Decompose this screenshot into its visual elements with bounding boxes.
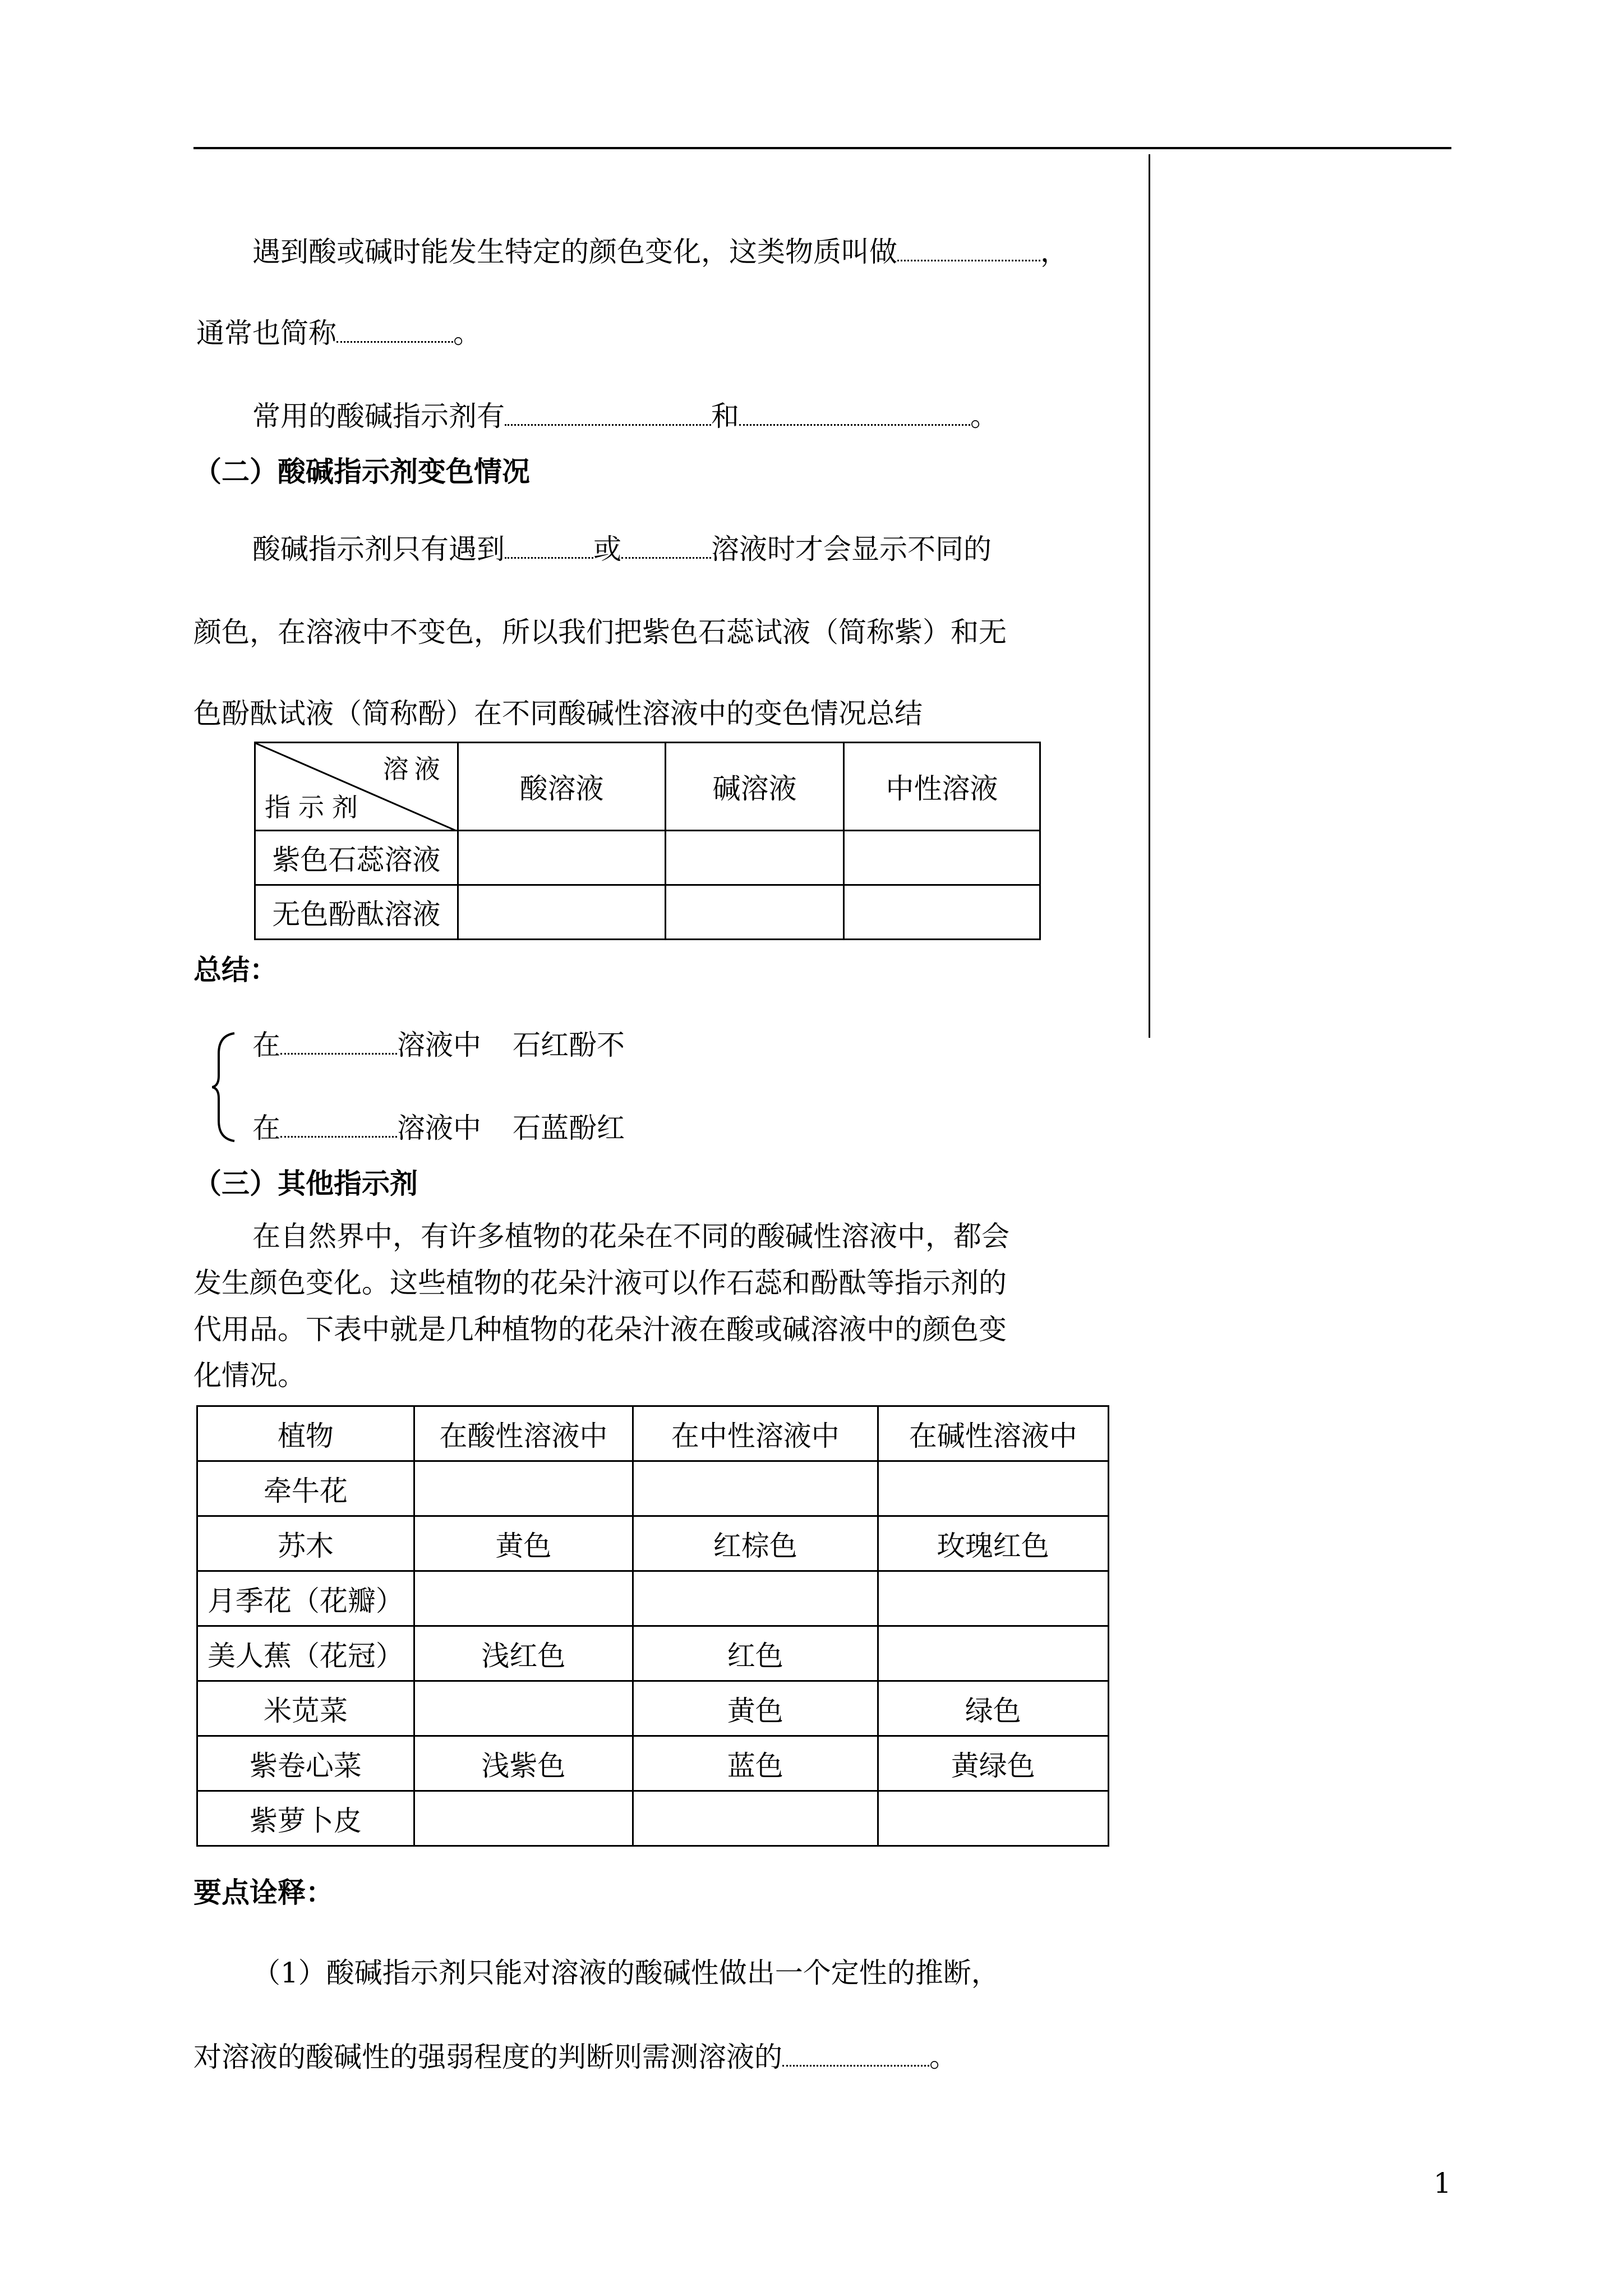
table-cell: 黄绿色 (878, 1736, 1108, 1791)
intro-line-1: 遇到酸或碱时能发生特定的颜色变化，这类物质叫做 ， (252, 234, 1068, 270)
header-basic: 在碱性溶液中 (878, 1406, 1108, 1461)
table-cell[interactable] (633, 1461, 878, 1516)
plant-name: 紫萝卜皮 (197, 1791, 414, 1846)
plant-name: 米苋菜 (197, 1681, 414, 1736)
section-3-line-4: 化情况。 (193, 1359, 306, 1392)
notes-line-2: 对溶液的酸碱性的强弱程度的判断则需测溶液的 。 (193, 2039, 957, 2075)
notes-title: 要点诠释： (193, 1876, 334, 1909)
header-base: 碱溶液 (666, 743, 844, 831)
corner-top-label: 溶液 (382, 754, 446, 784)
table-cell[interactable] (843, 831, 1040, 885)
table-cell[interactable] (633, 1571, 878, 1626)
blank-ph-value[interactable] (782, 2039, 929, 2067)
table-cell: 黄色 (414, 1516, 633, 1571)
table-cell[interactable] (414, 1681, 633, 1736)
header-acid: 酸溶液 (458, 743, 666, 831)
table-cell[interactable] (633, 1791, 878, 1846)
section-3-title: （三）其他指示剂 (193, 1167, 418, 1200)
table-cell[interactable] (666, 885, 844, 940)
notes-line-1: （1）酸碱指示剂只能对溶液的酸碱性做出一个定性的推断， (252, 1957, 999, 1989)
section-2-title: （二）酸碱指示剂变色情况 (193, 455, 530, 488)
intro-line-3: 常用的酸碱指示剂有 和 。 (252, 398, 998, 434)
table-cell[interactable] (414, 1571, 633, 1626)
summary-title: 总结： (193, 953, 278, 986)
row-name: 无色酚酞溶液 (255, 885, 458, 940)
plant-name: 美人蕉（花冠） (197, 1626, 414, 1681)
table-cell[interactable] (458, 885, 666, 940)
section-2-line-2: 颜色，在溶液中不变色，所以我们把紫色石蕊试液（简称紫）和无 (193, 616, 1007, 648)
table-cell[interactable] (878, 1626, 1108, 1681)
blank-acid-base-1[interactable] (505, 531, 593, 559)
plant-name: 紫卷心菜 (197, 1736, 414, 1791)
header-acidic: 在酸性溶液中 (414, 1406, 633, 1461)
intro-line-2: 通常也简称 。 (196, 315, 481, 351)
summary-line-2: 在 溶液中 石蓝酚红 (252, 1110, 625, 1146)
section-3-line-1: 在自然界中，有许多植物的花朵在不同的酸碱性溶液中，都会 (252, 1220, 1009, 1253)
table-cell: 浅红色 (414, 1626, 633, 1681)
corner-header-cell (255, 743, 458, 831)
blank-indicator-name[interactable] (897, 234, 1040, 261)
blank-acid-base-2[interactable] (621, 531, 711, 559)
plant-name: 月季花（花瓣） (197, 1571, 414, 1626)
table-cell[interactable] (878, 1791, 1108, 1846)
blank-summary-2[interactable] (280, 1110, 397, 1138)
table-cell[interactable] (843, 885, 1040, 940)
plant-name: 苏木 (197, 1516, 414, 1571)
section-3-line-3: 代用品。下表中就是几种植物的花朵汁液在酸或碱溶液中的颜色变 (193, 1313, 1007, 1346)
table-cell: 玫瑰红色 (878, 1516, 1108, 1571)
header-rule (193, 147, 1451, 149)
indicator-color-table (254, 742, 1041, 940)
blank-indicator-1[interactable] (505, 398, 711, 426)
table-cell[interactable] (878, 1571, 1108, 1626)
plant-name: 牵牛花 (197, 1461, 414, 1516)
corner-bottom-label: 指示剂 (265, 792, 366, 822)
table-cell: 红棕色 (633, 1516, 878, 1571)
summary-line-1: 在 溶液中 石红酚不 (252, 1027, 625, 1063)
brace-icon (212, 1031, 240, 1143)
table-cell[interactable] (458, 831, 666, 885)
table-cell: 蓝色 (633, 1736, 878, 1791)
table-cell: 红色 (633, 1626, 878, 1681)
table-cell[interactable] (414, 1461, 633, 1516)
table-cell[interactable] (878, 1461, 1108, 1516)
table-cell: 绿色 (878, 1681, 1108, 1736)
blank-summary-1[interactable] (280, 1027, 397, 1055)
page-number: 1 (1433, 2167, 1451, 2200)
row-name: 紫色石蕊溶液 (255, 831, 458, 885)
table-cell[interactable] (414, 1791, 633, 1846)
blank-indicator-2[interactable] (739, 398, 970, 426)
section-2-line-1: 酸碱指示剂只有遇到 或 溶液时才会显示不同的 (252, 531, 992, 567)
margin-line (1149, 154, 1150, 1038)
table-cell: 浅紫色 (414, 1736, 633, 1791)
header-neutral: 在中性溶液中 (633, 1406, 878, 1461)
plant-indicator-table (196, 1405, 1109, 1847)
table-cell[interactable] (666, 831, 844, 885)
table-cell: 黄色 (633, 1681, 878, 1736)
blank-short-name[interactable] (336, 315, 453, 343)
header-neutral: 中性溶液 (843, 743, 1040, 831)
header-plant: 植物 (197, 1406, 414, 1461)
section-2-line-3: 色酚酞试液（简称酚）在不同酸碱性溶液中的变色情况总结 (193, 697, 923, 730)
section-3-line-2: 发生颜色变化。这些植物的花朵汁液可以作石蕊和酚酞等指示剂的 (193, 1267, 1007, 1299)
